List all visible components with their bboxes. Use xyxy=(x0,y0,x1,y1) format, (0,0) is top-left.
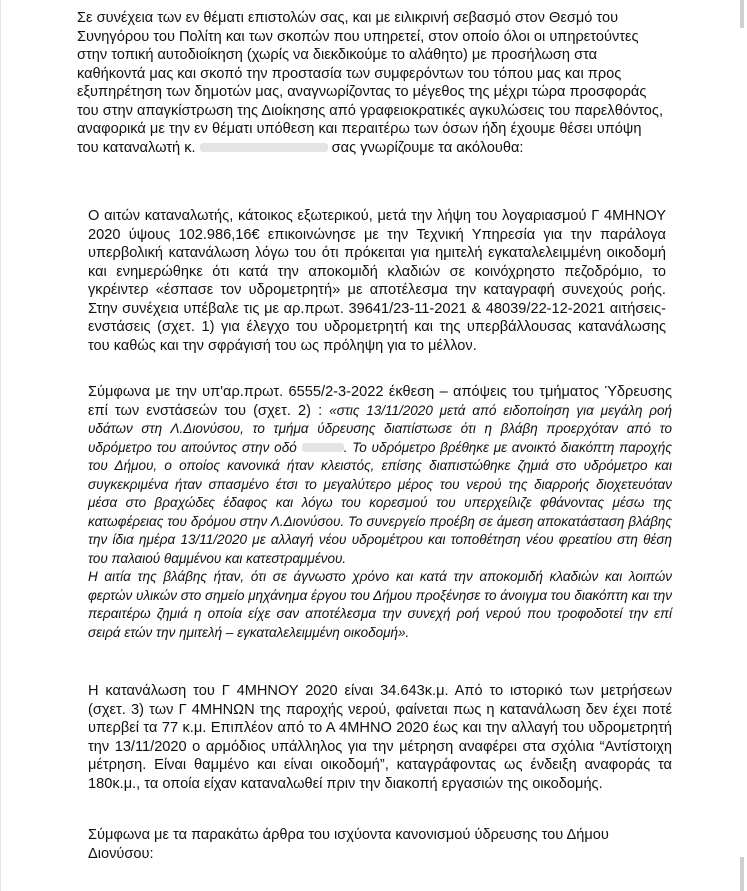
intro-text-end: σας γνωρίζουμε τα ακόλουθα: xyxy=(331,139,524,156)
redacted-name xyxy=(200,143,328,152)
intro-text: Σε συνέχεια των εν θέματι επιστολών σας, και με ειλικρινή σεβασμό στον Θεσμό του Συνηγόρου του Πολίτη και των σκοπών που υπηρετεί, στον οποίο όλοι οι υπηρετούντες στην τοπική αυτοδιοίκηση (χωρίς να διεκδικούμε το αλάθητο) με προσήλωση στα καθήκοντά μας και σκοπό την προστασία των συμφερόντων του τόπου μας και προς εξυπηρέτηση των δημοτών μας, αναγνωρίζοντας το μέγεθος της μέχρι τώρα προσφοράς του στην απαγκίστρωση της Διοίκησης από γραφειοκρατικές αγκυλώσεις του παρελθόντος, αναφορικά με την εν θέματι υπόθεση και περαιτέρω των όσων ήδη έχουμε θέσει υπόψη του καταναλωτή κ. xyxy=(77,10,664,156)
report-paragraph xyxy=(88,383,672,642)
redacted-street xyxy=(302,443,344,452)
report-quote-part3: Η αιτία της βλάβης ήταν, ότι σε άγνωστο χρόνο και κατά την αποκομιδή κλαδιών και λοιπών φερτών υλικών στο σημείο μηχάνημα έργου του Δήμου προξένησε το άνοιγμα του διακόπτη και την περαιτέρω ζημιά η οποία είχε σαν αποτέλεσμα την συνεχή ροή νερού που τροφοδοτεί την επί σειρά ετών την ημιτελή – εγκαταλελειμμένη οικοδομή». xyxy=(88,569,672,640)
scan-artifact-top xyxy=(740,0,744,28)
report-quote-part1: «στις 13/11/2020 μετά από ειδοποίηση για μεγάλη ροή υδάτων στη Λ.Διονύσου, το τμήμα ύδρευσης διαπίστωσε ότι η βλάβη προερχόταν από το υδρόμετρο του αιτούντος στην οδό xyxy=(88,402,672,455)
consumption-paragraph: Η κατανάλωση του Γ 4ΜΗΝΟΥ 2020 είναι 34.643κ.μ. Από το ιστορικό των μετρήσεων (σχετ. 3) των Γ 4ΜΗΝΩΝ της παροχής νερού, φαίνεται πως η κατανάλωση δεν έχει ποτέ υπερβεί τα 77 κ.μ. Επιπλέον από το Α 4ΜΗΝΟ 2020 έως και την αλλαγή του υδρομετρητή την 13/11/2020 ο αρμόδιος υπάλληλος για την μέτρηση αναφέρει στα σχόλια “Αντίστοιχη μέτρηση. Είναι θαμμένο και είναι οικοδομή”, καταγράφοντας ως ένδειξη αναφοράς τα 180κ.μ., τα οποία είχαν καταναλωθεί πριν την διακοπή εργασιών της οικοδομής. xyxy=(88,683,672,792)
articles-paragraph: Σύμφωνα με τα παρακάτω άρθρα του ισχύοντα κανονισμού ύδρευσης του Δήμου Διονύσου: xyxy=(88,827,609,862)
consumer-paragraph: Ο αιτών καταναλωτής, κάτοικος εξωτερικού, μετά την λήψη του λογαριασμού Γ 4ΜΗΝΟΥ 2020 ύψους 102.986,16€ επικοινώνησε με την Τεχνική Υπηρεσία για την παράλογα υπερβολική κατανάλωση λόγω του ότι πρόκειται για ημιτελή εγκαταλελειμμένη οικοδομή και ενημερώθηκε ότι κατά την αποκομιδή κλαδιών σε κοινόχρηστο πεζοδρόμιο, το γκρέιντερ «έσπασε τον υδρομετρητή» με αποτέλεσμα την καταγραφή συνεχούς ροής. Στην συνέχεια υπέβαλε τις με αρ.πρωτ. 39641/23-11-2021 & 48039/22-12-2021 αιτήσεις-ενστάσεις (σχετ. 1) για έλεγχο του υδρομετρητή και της υπερβάλλουσας κατανάλωσης του καθώς και την σφράγισή του ως πρόληψη για το μέλλον. xyxy=(88,208,666,354)
scan-artifact-bottom xyxy=(740,857,744,891)
report-quote-part2: . Το υδρόμετρο βρέθηκε με ανοικτό διακόπτη παροχής του Δήμου, ο οποίος κανονικά ήταν κλειστός, επίσης διαπιστώθηκε ζημιά στο υδρόμετρο και συγκεκριμένα ήταν σπασμένο έτσι το μεγαλύτερο μέρος του νερού της διαρροής διοχετευόταν μέσα στο βραχώδες έδαφος και λόγω του κορεσμού του υπερχείλιζε φθάνοντας μέσω της κατωφέρειας του δρόμου στην Λ.Διονύσου. Το συνεργείο προέβη σε άμεση αποκατάσταση βλάβης την ίδια ημέρα 13/11/2020 με αλλαγή νέου υδρομέτρου και τοποθέτηση νέου φρεατίου στη θέση του παλαιού θαμμένου και κατεστραμμένου. xyxy=(88,439,672,566)
scan-edge xyxy=(0,0,1,891)
report-intro: Σύμφωνα με την υπ'αρ.πρωτ. 6555/2-3-2022 έκθεση – απόψεις του τμήματος Ύδρευσης επί των ενστάσεών του (σχετ. 2) : xyxy=(88,384,672,419)
intro-paragraph xyxy=(77,9,667,157)
